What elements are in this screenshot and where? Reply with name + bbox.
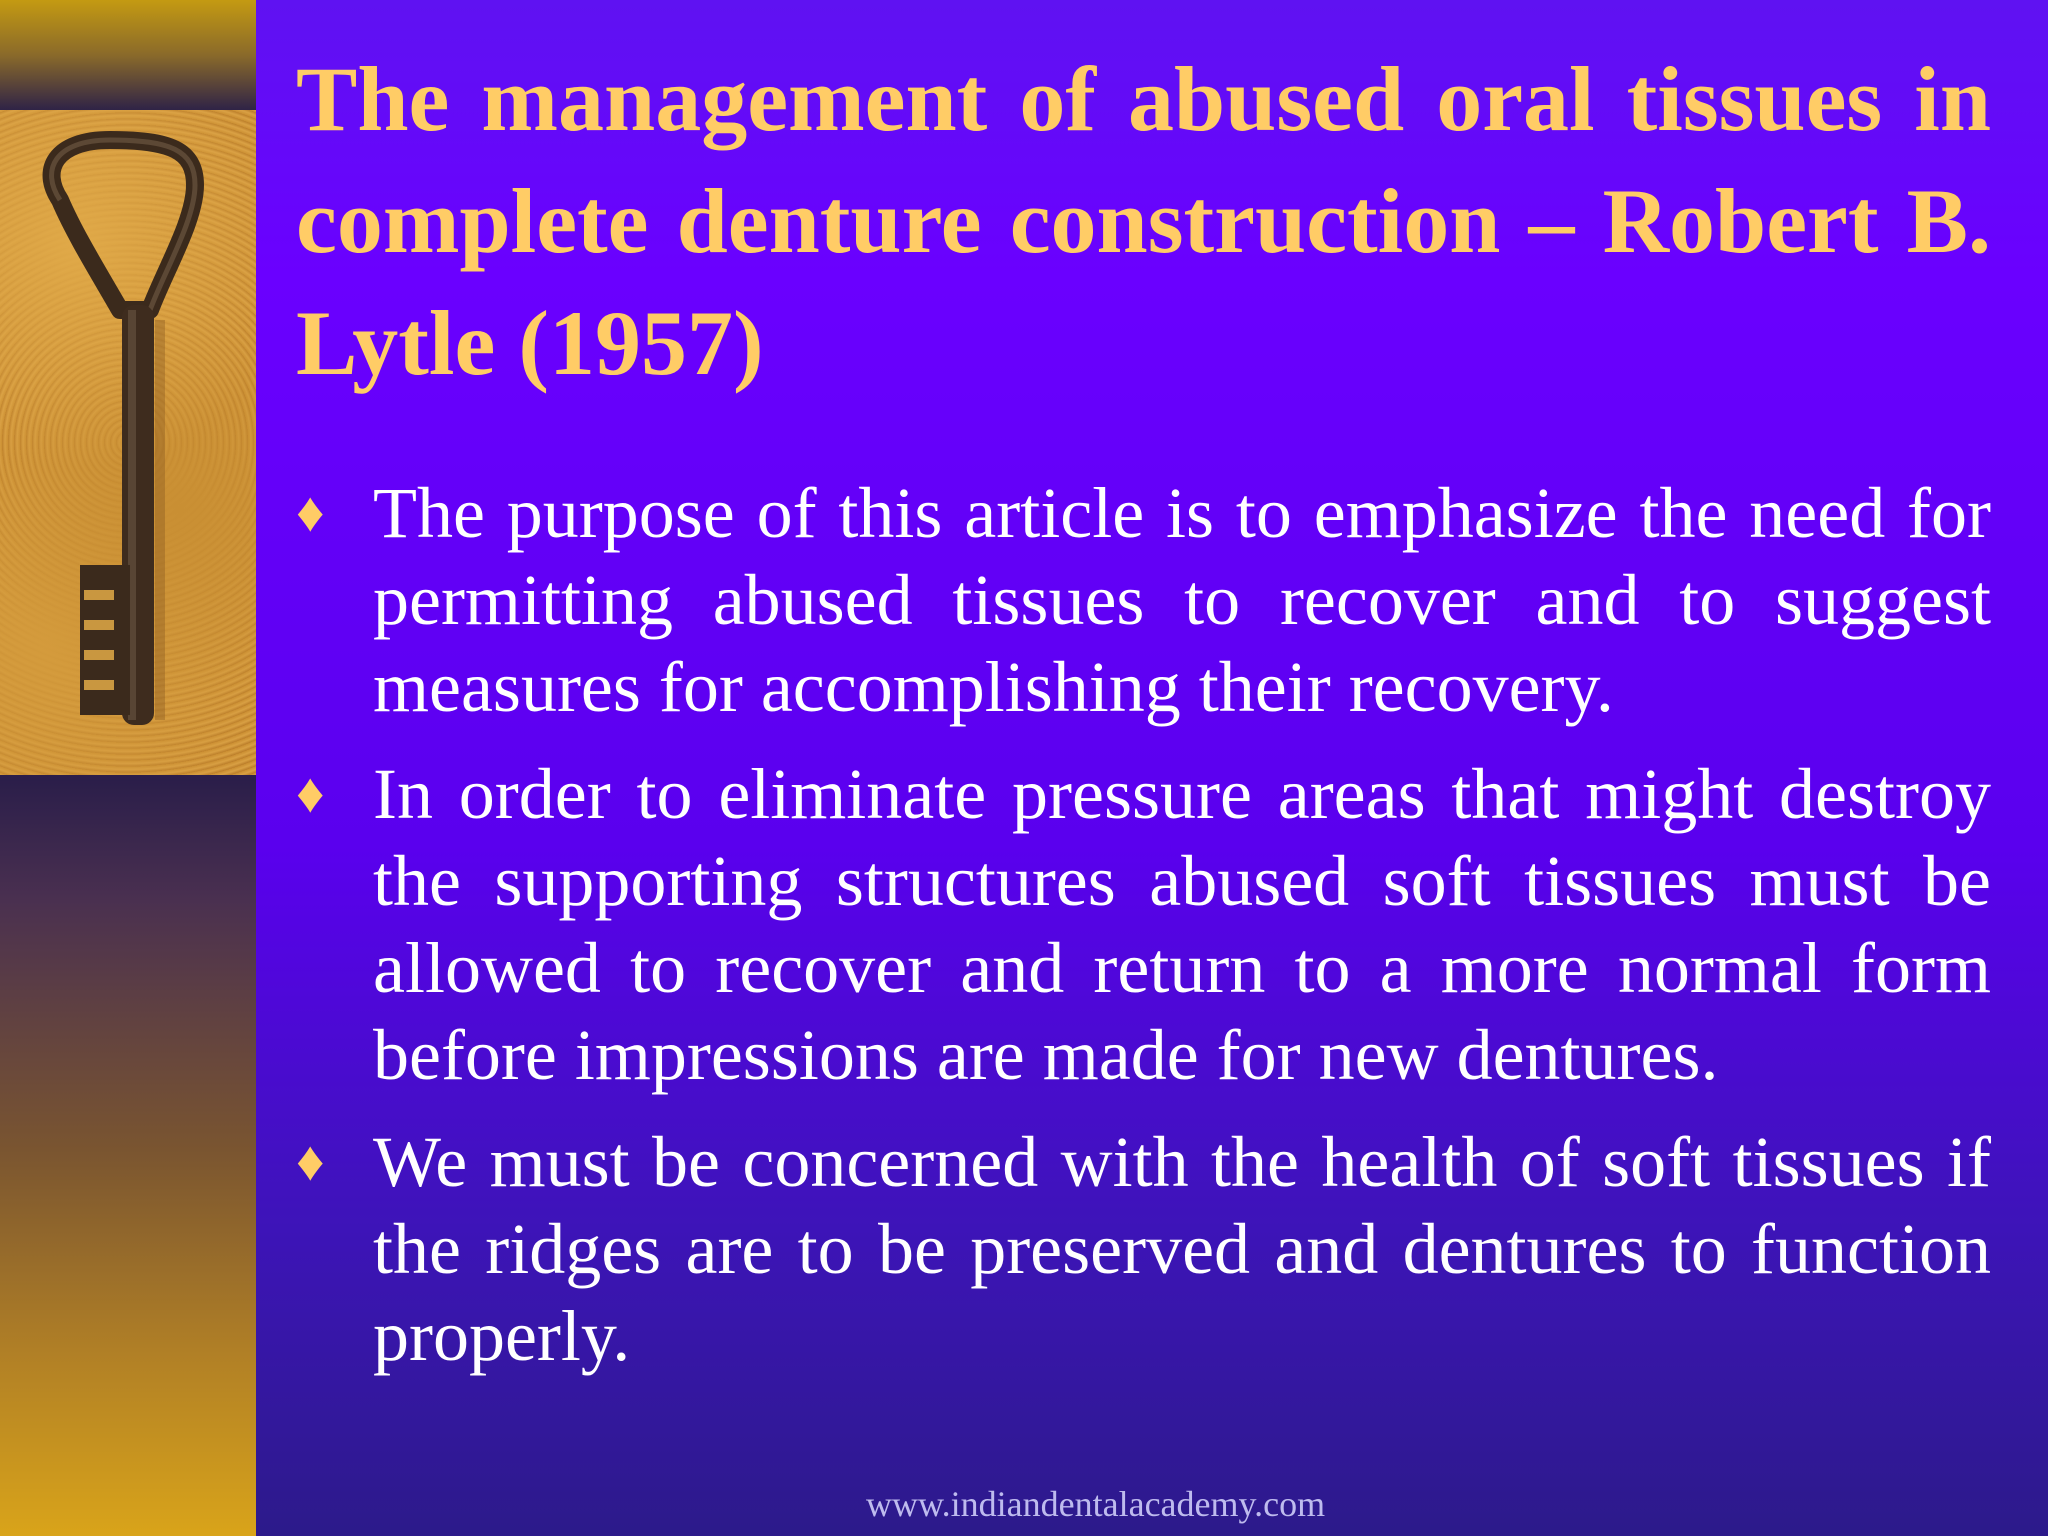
bullet-text: The purpose of this article is to emphasize the need for permitting abused tissues to recover and to suggest measures for accomplishing their recovery. <box>373 473 1991 727</box>
diamond-bullet-icon: ♦ <box>296 482 325 544</box>
bullet-item <box>296 751 1991 1099</box>
diamond-bullet-icon: ♦ <box>296 763 325 825</box>
slide-content <box>256 0 2048 1536</box>
key-image <box>0 110 256 775</box>
slide-title: The management of abused oral tissues in complete denture construction – Robert B. Lytle (1957) <box>296 48 1991 394</box>
bullet-text: We must be concerned with the health of soft tissues if the ridges are to be preserved and dentures to function properly. <box>373 1122 1991 1376</box>
key-icon <box>0 110 256 775</box>
left-decorative-strip <box>0 0 256 1536</box>
footer-watermark: www.indiandentalacademy.com <box>866 1484 1326 1524</box>
bullet-item <box>296 470 1991 731</box>
diamond-bullet-icon: ♦ <box>296 1131 325 1193</box>
bullet-text: In order to eliminate pressure areas that might destroy the supporting structures abused soft tissues must be allowed to recover and return to a more normal form before impressions are made for new dentures. <box>373 754 1991 1095</box>
bullet-list <box>296 470 1991 1400</box>
top-band <box>0 0 256 110</box>
bullet-item <box>296 1119 1991 1380</box>
